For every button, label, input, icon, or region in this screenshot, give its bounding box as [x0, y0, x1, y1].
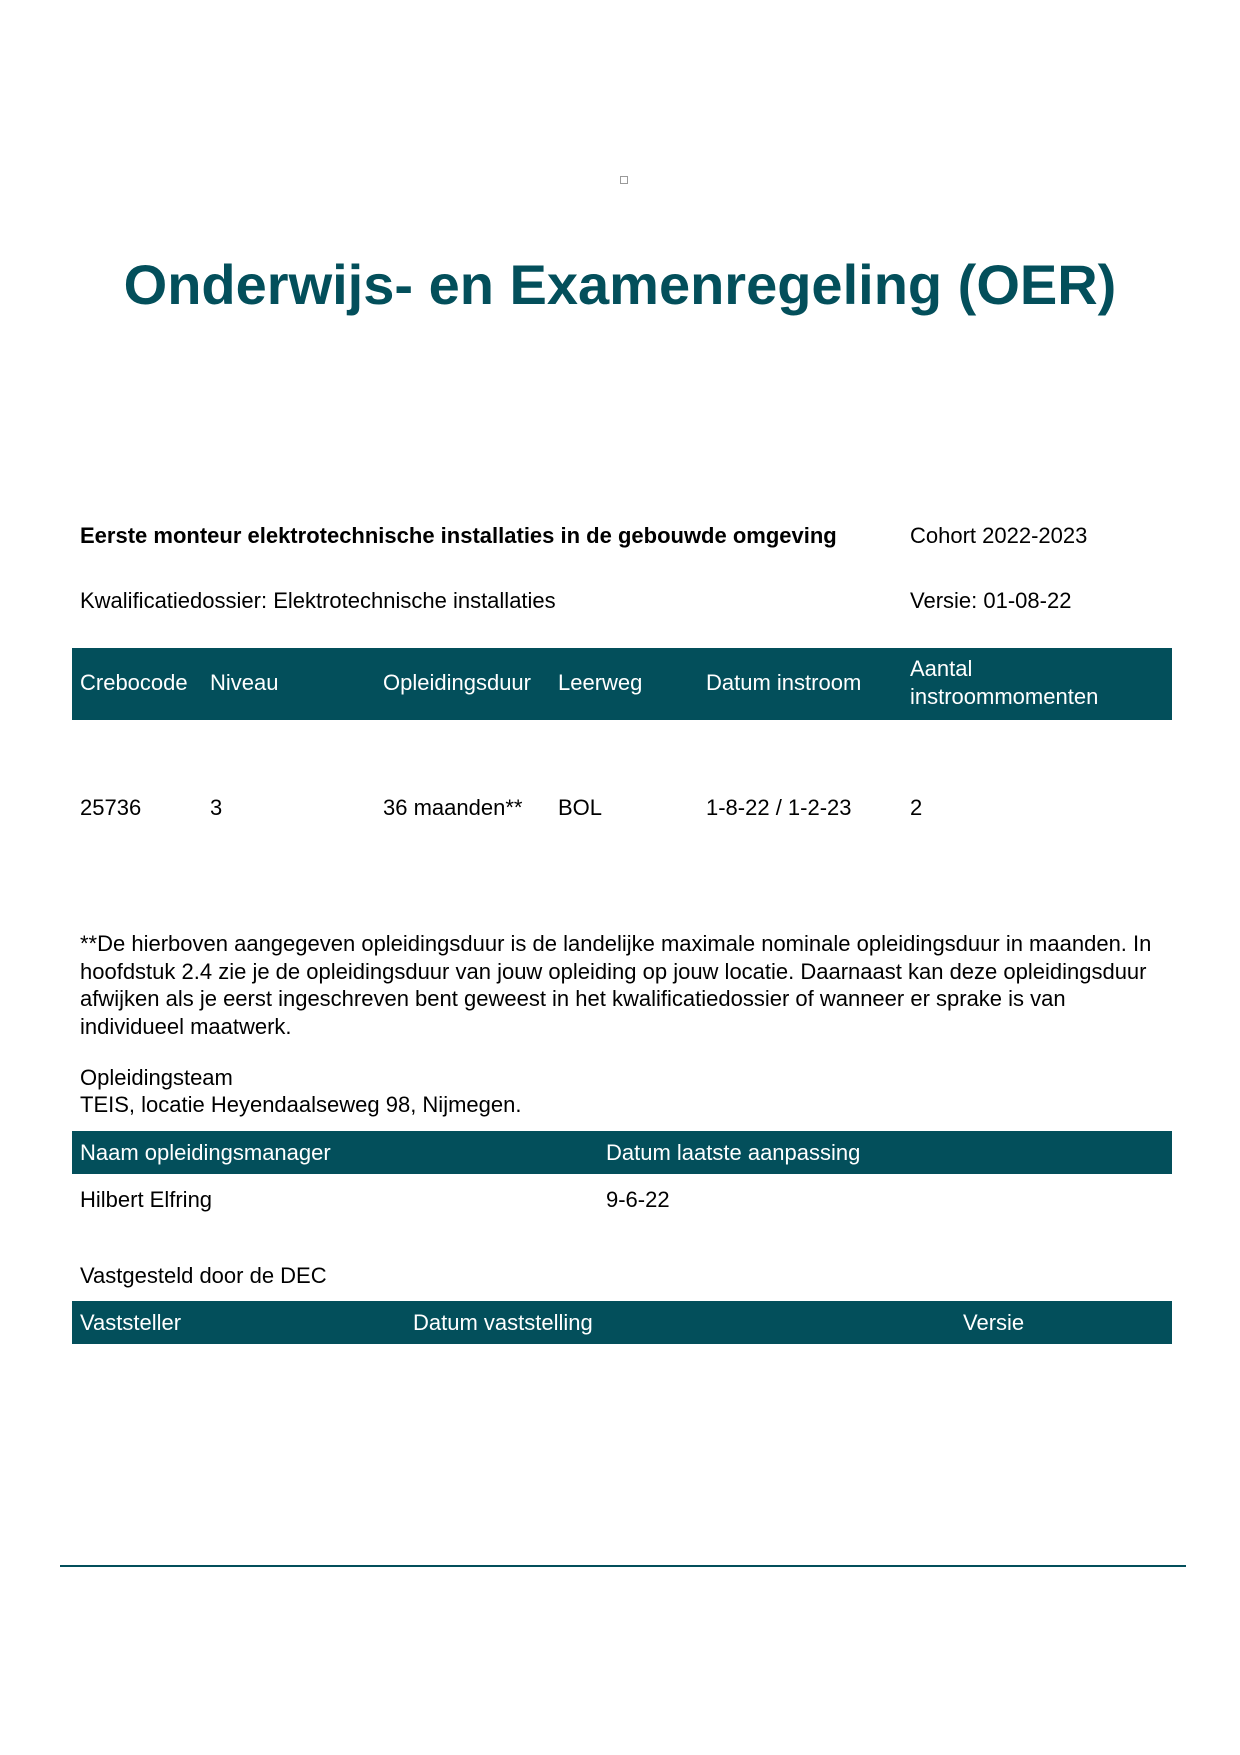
- placeholder-mark: [620, 176, 628, 184]
- header-opleidingsduur: Opleidingsduur: [383, 670, 531, 695]
- header-versie: Versie: [963, 1310, 1025, 1335]
- header-crebocode: Crebocode: [80, 670, 188, 695]
- footnote: **De hierboven aangegeven opleidingsduur is de landelijke maximale nominale opleidingsduur in maanden. In hoofdstuk 2.4 zie je de opleidingsduur van jouw opleiding op jouw locatie. Daarnaast kan deze opleidingsduur afwijken als je eerst ingeschreven bent geweest in het kwalificatiedossier of wanneer er sprake is van individueel maatwerk.: [80, 931, 1152, 1039]
- cell-manager-name: Hilbert Elfring: [80, 1187, 213, 1212]
- team-location: TEIS, locatie Heyendaalseweg 98, Nijmegen.: [80, 1092, 522, 1117]
- cell-last-modified: 9-6-22: [606, 1187, 670, 1212]
- cell-niveau: 3: [210, 795, 223, 820]
- manager-table-header: [72, 1131, 1172, 1174]
- cell-crebocode: 25736: [80, 795, 142, 820]
- version-label: Versie: 01-08-22: [910, 588, 1072, 613]
- header-naam-opleidingsmanager: Naam opleidingsmanager: [80, 1140, 331, 1165]
- program-name: Eerste monteur elektrotechnische installaties in de gebouwde omgeving: [80, 523, 837, 548]
- footer-rule: [60, 1565, 1186, 1567]
- cell-aantal-instroommomenten: 2: [910, 795, 923, 820]
- header-datum-vaststelling: Datum vaststelling: [413, 1310, 593, 1335]
- header-datum-instroom: Datum instroom: [706, 670, 862, 695]
- dec-label: Vastgesteld door de DEC: [80, 1263, 327, 1288]
- header-aantal-instroommomenten: Aantal instroommomenten: [910, 656, 1099, 709]
- header-vaststeller: Vaststeller: [80, 1310, 182, 1335]
- document-title: Onderwijs- en Examenregeling (OER): [123, 253, 1117, 316]
- qualification-dossier: Kwalificatiedossier: Elektrotechnische installaties: [80, 588, 556, 613]
- cohort-label: Cohort 2022-2023: [910, 523, 1088, 548]
- dec-table-header: [72, 1301, 1172, 1344]
- team-label: Opleidingsteam: [80, 1065, 233, 1090]
- header-leerweg: Leerweg: [558, 670, 643, 695]
- header-datum-laatste-aanpassing: Datum laatste aanpassing: [606, 1140, 861, 1165]
- cell-opleidingsduur: 36 maanden**: [383, 795, 523, 820]
- cell-leerweg: BOL: [558, 795, 603, 820]
- header-niveau: Niveau: [210, 670, 279, 695]
- program-table-header: [72, 648, 1172, 720]
- cell-datum-instroom: 1-8-22 / 1-2-23: [706, 795, 852, 820]
